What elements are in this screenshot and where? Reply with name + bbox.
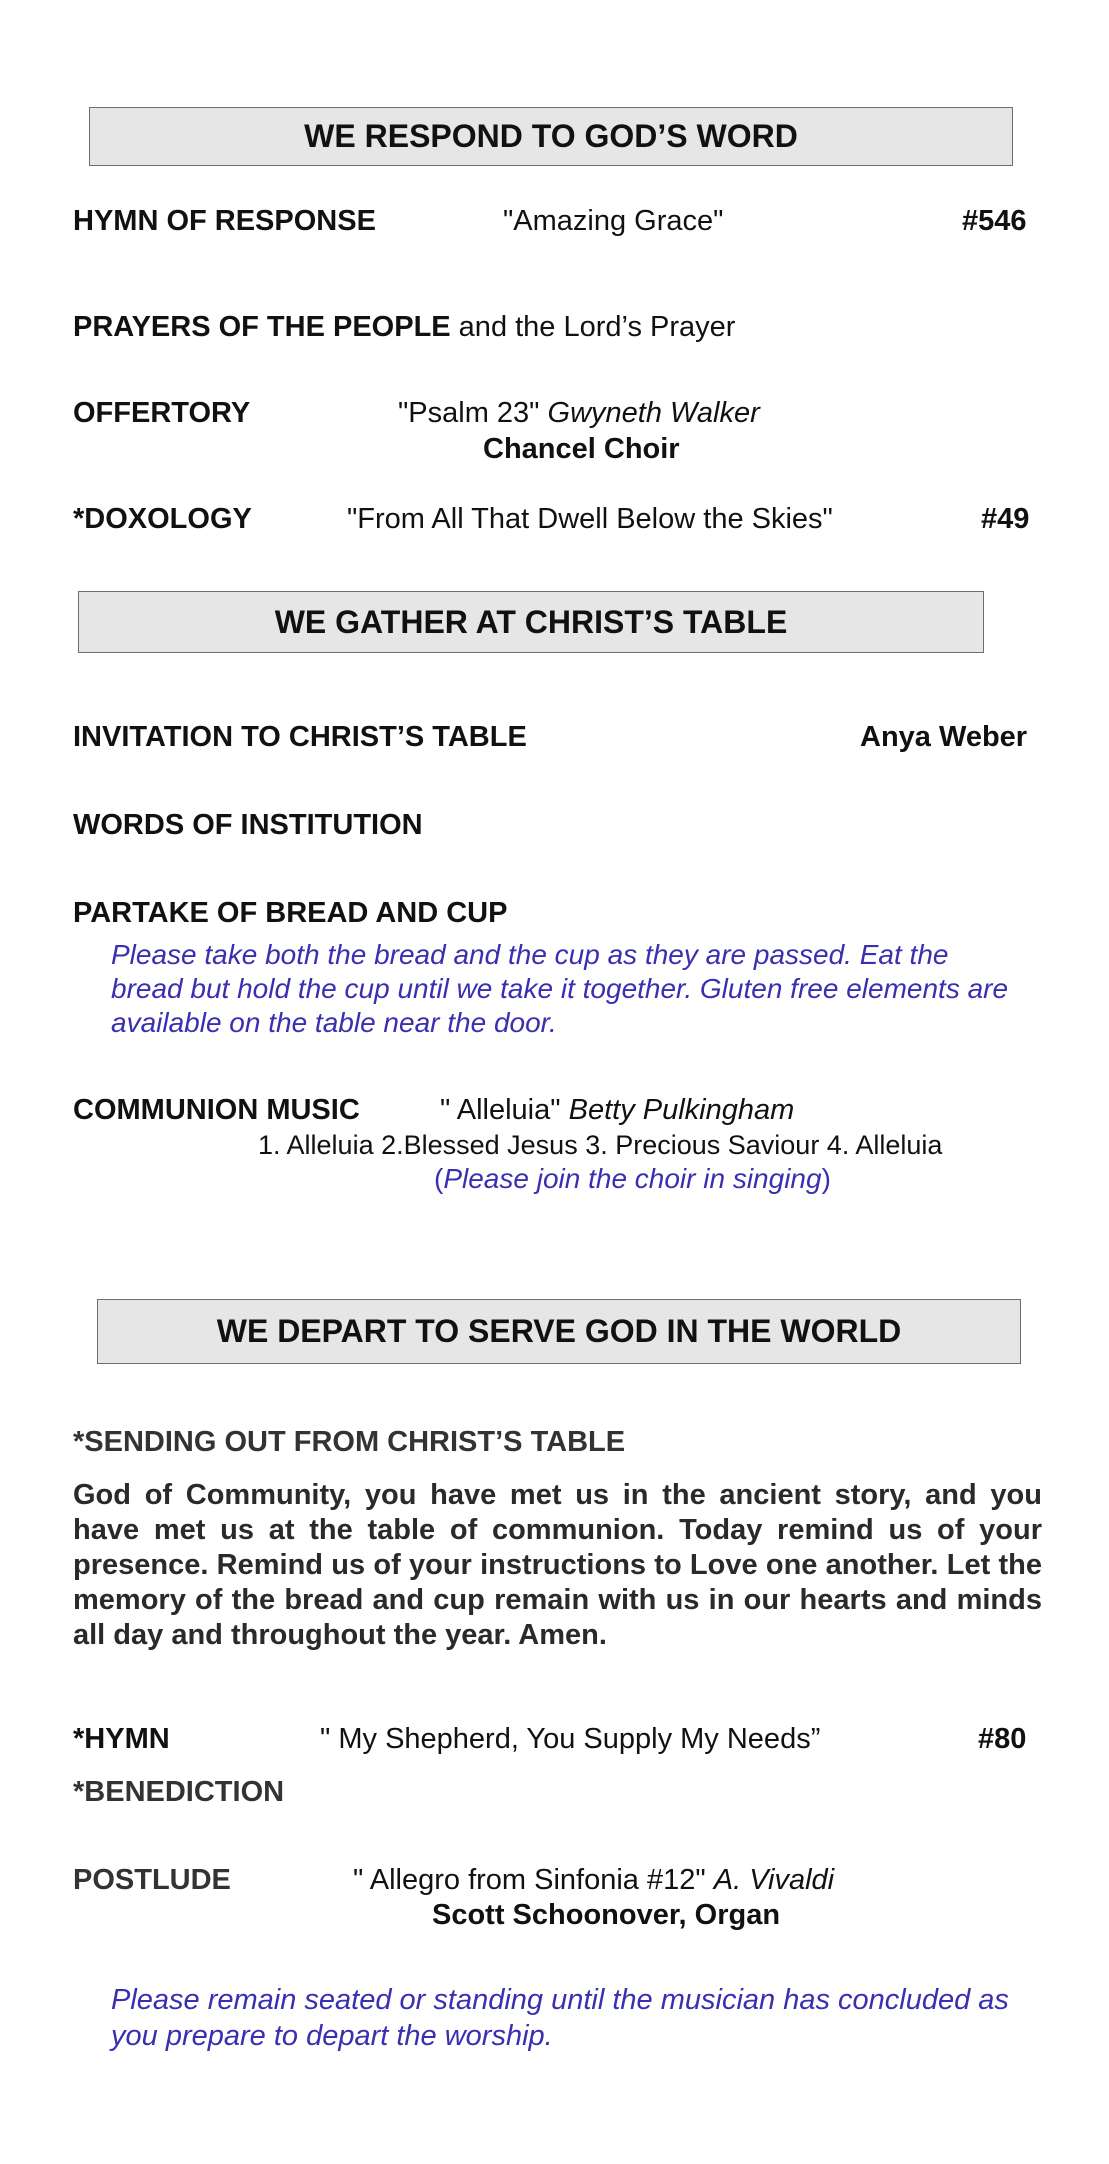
paren-close: ) — [821, 1163, 831, 1194]
partake-label: PARTAKE OF BREAD AND CUP — [73, 897, 508, 929]
closing-note: Please remain seated or standing until the musician has concluded as you prepare to depart the worship. — [111, 1984, 1009, 2052]
prayers-rest: and the Lord’s Prayer — [450, 311, 736, 343]
communion-music-instruction — [434, 1163, 831, 1195]
communion-music-title: " Alleluia" — [440, 1094, 569, 1126]
offertory-title-line — [398, 397, 760, 430]
closing-hymn-label: *HYMN — [73, 1723, 170, 1755]
doxology-label: *DOXOLOGY — [73, 503, 252, 535]
communion-music-parts: 1. Alleluia 2.Blessed Jesus 3. Precious Saviour 4. Alleluia — [258, 1130, 943, 1160]
invitation-leader: Anya Weber — [860, 721, 1028, 753]
hymn-of-response-title: "Amazing Grace" — [503, 205, 724, 237]
prayers-label: PRAYERS OF THE PEOPLE — [73, 311, 451, 343]
invitation-label: INVITATION TO CHRIST’S TABLE — [73, 721, 527, 753]
communion-music-title-line — [440, 1094, 794, 1127]
communion-music-composer: Betty Pulkingham — [568, 1094, 795, 1126]
sending-out-label: *SENDING OUT FROM CHRIST’S TABLE — [73, 1426, 626, 1458]
paren-open: ( — [434, 1163, 444, 1194]
closing-hymn-number: #80 — [978, 1723, 1027, 1755]
communion-music-label: COMMUNION MUSIC — [73, 1094, 360, 1126]
postlude-title: " Allegro from Sinfonia #12" — [353, 1864, 714, 1896]
hymn-of-response-number: #546 — [962, 205, 1027, 237]
instruction-text: Please join the choir in singing — [443, 1163, 822, 1194]
offertory-label: OFFERTORY — [73, 397, 251, 429]
section-heading-table: WE GATHER AT CHRIST’S TABLE — [78, 591, 984, 653]
offertory-title: "Psalm 23" — [398, 397, 548, 429]
partake-note: Please take both the bread and the cup as they are passed. Eat the bread but hold the cup until we take it together. Gluten free elements are available on the table near the door. — [111, 939, 1009, 1038]
section-heading-depart: WE DEPART TO SERVE GOD IN THE WORLD — [97, 1299, 1021, 1364]
postlude-performer: Scott Schoonover, Organ — [432, 1899, 781, 1931]
words-of-institution-label: WORDS OF INSTITUTION — [73, 809, 423, 841]
section-heading-respond: WE RESPOND TO GOD’S WORD — [89, 107, 1013, 166]
prayers-of-the-people — [73, 311, 735, 344]
postlude-composer: A. Vivaldi — [713, 1864, 835, 1896]
doxology-title: "From All That Dwell Below the Skies" — [347, 503, 833, 535]
postlude-title-line — [353, 1864, 834, 1897]
hymn-of-response-label: HYMN OF RESPONSE — [73, 205, 376, 237]
sending-prayer: God of Community, you have met us in the ancient story, and you have met us at the table of communion. Today remind us of your presence. Remind us of your instructions to Love one another. Let the memory of the bread and cup remain with us in our hearts and minds all day and throughout the year. Amen. — [73, 1479, 1042, 1651]
offertory-performer: Chancel Choir — [483, 433, 680, 465]
closing-hymn-title: " My Shepherd, You Supply My Needs” — [320, 1723, 821, 1755]
postlude-label: POSTLUDE — [73, 1864, 231, 1896]
offertory-composer: Gwyneth Walker — [547, 397, 760, 429]
benediction-label: *BENEDICTION — [73, 1776, 285, 1808]
doxology-number: #49 — [981, 503, 1030, 535]
